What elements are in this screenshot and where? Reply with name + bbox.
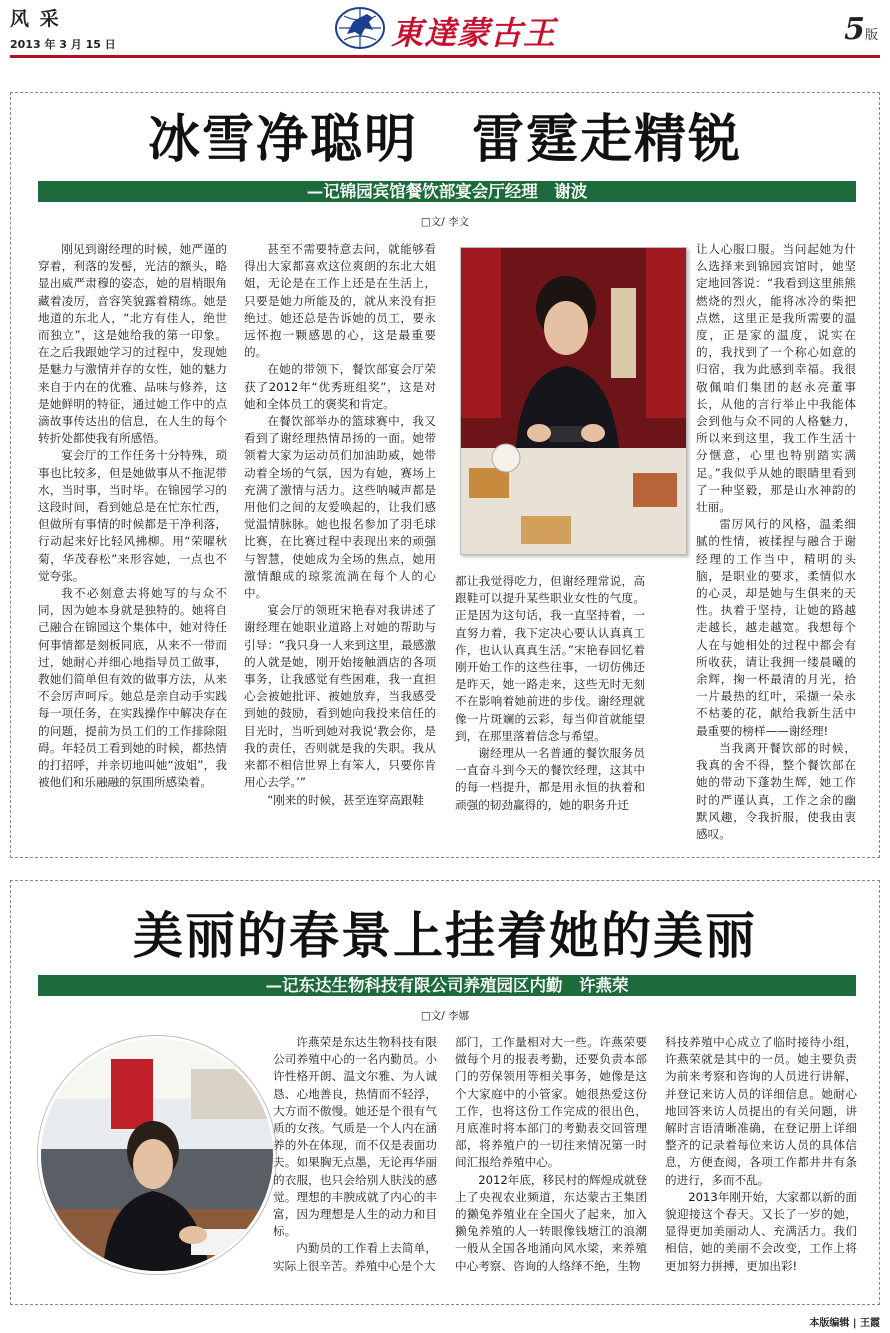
section-name: 风 采 xyxy=(10,8,61,30)
article2-subtitle: —记东达生物科技有限公司养殖园区内勤 许燕荣 xyxy=(38,975,856,996)
page-number: 5版 xyxy=(844,12,878,47)
paragraph: 让人心服口服。当问起她为什么选择来到锦园宾馆时，她坚定地回答说：“我看到这里熊熊燃烧的烈火，能将冰冷的柴把点燃，这里正是我所需要的温度，正是家的温度，说实在的，我找到了一个称心如意的归宿，我为此感到幸福。我很敬佩咱们集团的赵永亮董事长，从他的言行举止中我能体会到他与众不同的人格魅力，所以来到这里，我工作生活十分惬意，心里也特别踏实满足。”我似乎从她的眼睛里看到了一种坚毅，那是山水神韵的壮丽。 xyxy=(696,242,856,515)
horse-globe-icon xyxy=(333,4,387,50)
article1-subtitle: —记锦园宾馆餐饮部宴会厅经理 谢波 xyxy=(38,181,856,202)
editor-credit: 本版编辑 | 王霞 xyxy=(809,1318,880,1329)
article2-column-2 xyxy=(455,1034,647,1275)
paragraph: 谢经理从一名普通的餐饮服务员一直奋斗到今天的餐饮经理，这其中的每一档提升，都是用永恒的执着和顽强的韧劲赢得的，她的职务升迁 xyxy=(455,746,645,812)
paper-logo xyxy=(333,4,593,52)
article2-column-1 xyxy=(273,1034,437,1275)
paragraph: 2012年底，移民村的辉煌成就登上了央视农业频道，东达蒙古王集团的獭兔养殖业在全国火了起来，加入獭兔养殖的人一转眼像钱塘江的浪潮一般从全国各地涌向风水梁，来养殖中心考察、咨询的人络绎不绝，生物 xyxy=(455,1172,647,1273)
article1-byline: □文/ 李文 xyxy=(420,216,470,228)
paragraph: 甚至不需要特意去问，就能够看得出大家都喜欢这位爽朗的东北大姐姐，无论是在工作上还是在生活上，只要是她力所能及的，就从来没有拒绝过。她还总是告诉她的员工，要永远怀抱一颗感恩的心，这是最重要的。 xyxy=(244,242,436,360)
portrait-photo-circle xyxy=(38,1036,276,1274)
paragraph: 2013年刚开始，大家都以新的面貌迎接这个春天。又长了一岁的她，显得更加美丽动人、充满活力。我们相信，她的美丽不会改变，工作上将更加努力拼搏，更加出彩! xyxy=(665,1189,857,1273)
article1-column-1 xyxy=(38,241,227,792)
paragraph: 雷厉风行的风格，温柔细腻的性情，被揉捏与融合于谢经理的工作当中，精明的头脑，是职业的要求，柔情似水的心灵，却是她与生俱来的天性。执着于坚持，让她的路越走越长，越走越宽。我想每个人在与她相处的过程中都会有所收获，请让我拥一缕晨曦的余辉，掬一杯最清的月光，拾一片最热的红叶，采撷一朵永不枯萎的花，献给我新生活中最重要的榜样——谢经理! xyxy=(696,517,856,738)
article1-headline: 冰雪净聪明 雷霆走精锐 xyxy=(147,110,742,170)
paragraph: 在她的带领下，餐饮部宴会厅荣获了2012年“优秀班组奖”，这是对她和全体员工的褒奖和肯定。 xyxy=(244,362,436,411)
paragraph: 内勤员的工作看上去简单，实际上很辛苦。养殖中心是个大 xyxy=(273,1241,437,1273)
article2-byline: □文/ 李娜 xyxy=(420,1010,470,1022)
paragraph: 宴会厅的领班宋艳春对我讲述了谢经理在她职业道路上对她的帮助与引导：“我只身一人来到这里，最感激的人就是她，刚开始接触酒店的各项事务，让我感觉有些困难，我一直担心会被她批评、被她放弃，当我感受到她的鼓励，看到她向我投来信任的目光时，当听到她对我说‘教会你，是我的责任，否则就是我的失职。我从来都不相信世界上有笨人，只要你肯用心去学。’” xyxy=(244,603,436,790)
paragraph: 科技养殖中心成立了临时接待小组，许燕荣就是其中的一员。她主要负责为前来考察和咨询的人员进行讲解，并登记来访人员的详细信息。她耐心地回答来访人员提出的有关问题，讲解时言语清晰准确，在登记册上详细整齐的记录着每位来访人员的具体信息，方便查阅，各项工作都井井有条的进行，多而不乱。 xyxy=(665,1035,857,1187)
paragraph: 我不必刻意去将她写的与众不同，因为她本身就是独特的。她将自己融合在锦园这个集体中，她对待任何事情都是刻板同底，从来不一带而过，她耐心并细心地指导员工做事，教她们简单但有效的做事方法，从来不会厉声呵斥。她总是亲自动手实践每一项任务，在实践操作中解决存在的问题，提前为员工们的工作排除阻碍。年轻员工看到她的时候，都热情的打招呼，并亲切地叫她“波姐”，我被他们和乐融融的氛围所感染着。 xyxy=(38,586,227,790)
issue-date: 2013 年 3 月 15 日 xyxy=(10,38,116,51)
paragraph: 部门，工作量相对大一些。许燕荣要做每个月的报表考勤，还要负责本部门的劳保领用等相关事务，她像是这个大家庭中的小管家。她很热爱这份工作，也将这份工作完成的很出色，月底准时将本部门的考勤表交回管理部，将养殖户的一切往来情况第一时间汇报给养殖中心。 xyxy=(455,1035,647,1170)
paragraph: 在餐饮部举办的篮球赛中，我又看到了谢经理热情昂扬的一面。她带领着大家为运动员们加油助威，她带动着全场的气氛，因为有她，赛场上充满了激情与活力。这些呐喊声都是用他们之间的友爱唤起的，让我们感觉温情脉脉。她也报名参加了羽毛球比赛，在比赛过程中表现出来的顽强与智慧，使她成为全场的焦点，她用激情酿成的琼浆流淌在每个人的心中。 xyxy=(244,414,436,601)
article2-headline: 美丽的春景上挂着她的美丽 xyxy=(133,907,757,965)
article2-column-3 xyxy=(665,1034,857,1275)
masthead-rule xyxy=(10,55,880,58)
paragraph: 许燕荣是东达生物科技有限公司养殖中心的一名内勤员。小许性格开朗、温文尔雅、为人诚恳、心地善良，热情而不轻浮，大方而不傲慢。她还是个很有气质的女孩。气质是一个人内在涵养的外在体现，而不仅是表面功夫。如果胸无点墨，无论再华丽的衣服，也只会给别人肤浅的感觉。理想的丰腴成就了内心的丰富，因为理想是人生的动力和目标。 xyxy=(273,1035,437,1239)
article1-column-3 xyxy=(455,573,645,814)
article1-column-2 xyxy=(244,241,436,809)
paragraph: 当我离开餐饮部的时候，我真的舍不得，整个餐饮部在她的带动下蓬勃生辉，她工作时的严谨认真，工作之余的幽默风趣，令我折服，使我由衷感叹。 xyxy=(696,740,856,841)
portrait-photo xyxy=(460,247,687,555)
paragraph: 刚见到谢经理的时候，她严谨的穿着，利落的发髻，光洁的额头，略显出威严肃穆的姿态，她的眉梢眼角藏着凌厉，音容笑貌露着精练。她是地道的东北人，“北方有佳人，绝世而独立”，这是她给我的第一印象。在之后我跟她学习的过程中，发现她是魅力与激情并存的女性，她的魅力来自于内在的优雅、品味与修养，这是她鲜明的特征，通过她工作中的点滴故事传达出的信息，在人生的每个转折处都使我有所感悟。 xyxy=(38,242,227,446)
paragraph: 宴会厅的工作任务十分特殊，琐事也比较多，但是她做事从不拖泥带水，当时事，当时毕。在锦园学习的这段时间，看到她总是在忙东忙西，但做所有事情的时候都是干净利落，行动起来好比轻风拂柳。用“荣曜秋菊，华茂春松”来形容她，一点也不觉夸张。 xyxy=(38,448,227,583)
paper-name: 東達蒙古王 xyxy=(391,14,557,52)
article1-column-4 xyxy=(696,241,856,843)
paragraph: “刚来的时候，甚至连穿高跟鞋 xyxy=(267,792,424,807)
paragraph: 都让我觉得吃力，但谢经理常说，高跟鞋可以提升某些职业女性的气度。正是因为这句话，我一直坚持着，一直努力着，我下定决心要认认真真工作，也认认真真生活。”宋艳春回忆着刚开始工作的这些往事，一切仿佛还是昨天，她一路走来，这些无时无刻不在影响着她前进的步伐。谢经理就像一片斑斓的云彩，每当仰首就能望到，在那里落着信念与希望。 xyxy=(455,574,645,743)
